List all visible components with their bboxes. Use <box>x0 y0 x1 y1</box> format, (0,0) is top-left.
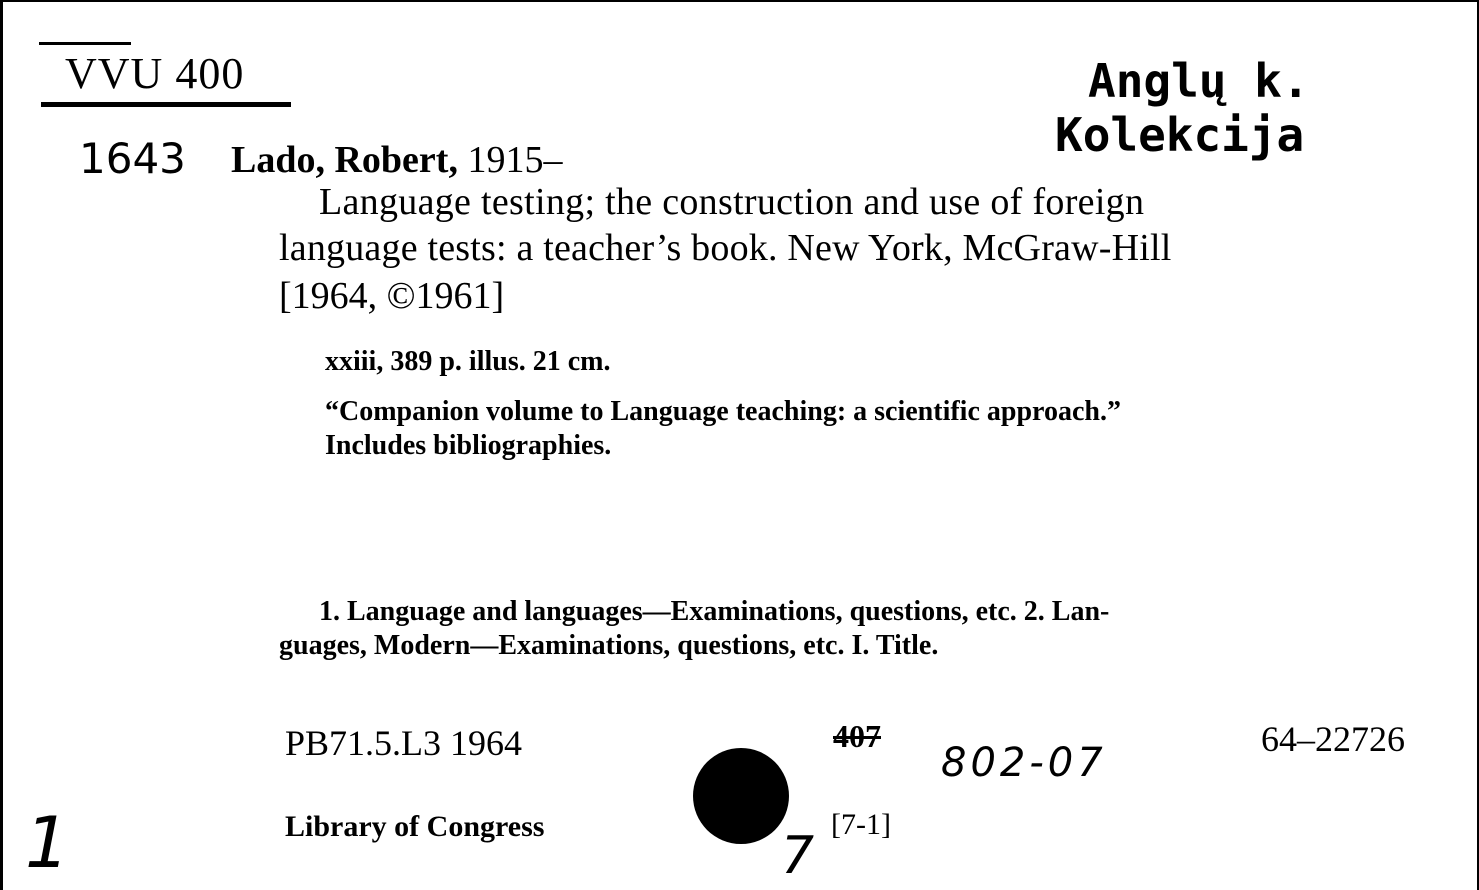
author-heading <box>231 138 562 182</box>
lccn: 64–22726 <box>1261 719 1405 759</box>
call-number: VVU 400 <box>65 49 245 98</box>
title-line-2: language tests: a teacher’s book. New York, McGraw-Hill <box>279 227 1172 269</box>
struck-number: 407 <box>833 718 881 754</box>
handwritten-left-mark: 1 <box>25 802 70 884</box>
author-years: 1915– <box>467 139 563 181</box>
library-name: Library of Congress <box>285 810 545 843</box>
note-line-1: “Companion volume to Language teaching: a scientific approach.” <box>325 396 1121 427</box>
note-line-2: Includes bibliographies. <box>325 430 612 461</box>
language-note-line1: Anglų k. <box>1088 54 1310 108</box>
handwritten-number: 802-07 <box>941 740 1107 786</box>
punch-hole <box>693 748 789 844</box>
subjects-line-1: 1. Language and languages—Examinations, questions, etc. 2. Lan- <box>319 596 1110 627</box>
author-name: Lado, Robert, <box>231 139 458 181</box>
language-note-line2: Kolekcija <box>1055 108 1305 162</box>
entry-number: 1643 <box>79 134 186 183</box>
lc-classification: PB71.5.L3 1964 <box>285 723 523 763</box>
call-number-overline <box>39 42 131 45</box>
print-code: [7-1] <box>831 808 891 841</box>
collation: xxiii, 389 p. illus. 21 cm. <box>325 346 611 377</box>
title-line-1: Language testing; the construction and use of foreign <box>319 181 1145 223</box>
subjects-line-2: guages, Modern—Examinations, questions, etc. I. Title. <box>279 630 939 661</box>
title-line-3: [1964, ©1961] <box>279 275 505 317</box>
call-number-underline <box>41 102 291 107</box>
handwritten-bottom-mark: 7 <box>781 826 815 886</box>
